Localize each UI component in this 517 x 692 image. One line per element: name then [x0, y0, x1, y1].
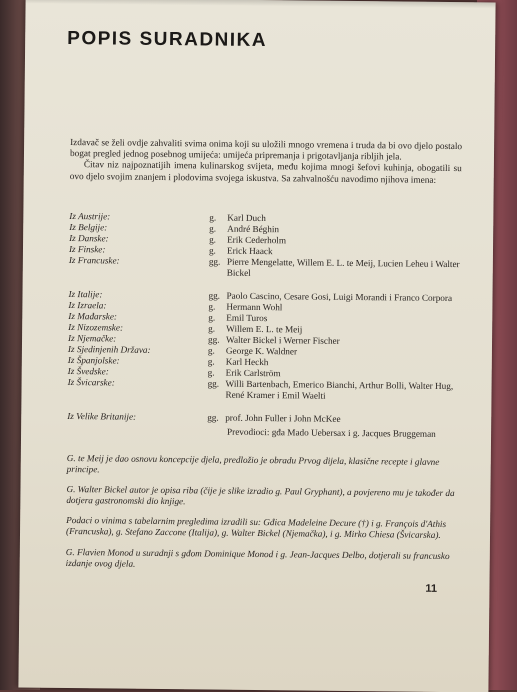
translators-credit: Prevodioci: gđa Mado Uebersax i g. Jacques Bruggeman	[227, 426, 436, 439]
country-label: Iz Velike Britanije:	[67, 410, 137, 422]
country-label: Iz Izraela:	[68, 299, 107, 311]
country-label: Iz Italije:	[68, 288, 103, 299]
intro-text	[70, 138, 462, 187]
contributor-row	[67, 377, 467, 403]
country-label: Iz Finske:	[68, 244, 106, 255]
name-prefix: g.	[208, 312, 216, 323]
name-prefix: gg.	[207, 411, 219, 423]
country-label: Iz Austrije:	[69, 211, 111, 222]
country-label: Iz Mađarske:	[68, 310, 118, 322]
note-paragraph: Podaci o vinima s tabelarnim pregledima izradili su: Gđica Madeleine Decure (†) i g. François d'Athis (Francuska), g. Stefano Zaccone (Italija), g. Walter Bickel (Njemačka), i g. Mirko Chiesa (Švicarska).	[65, 515, 447, 541]
country-label: Iz Španjolske:	[67, 355, 120, 366]
name-prefix: g.	[207, 367, 215, 378]
country-label: Iz Švedske:	[67, 366, 109, 377]
note-paragraph: G. Walter Bickel autor je opisa riba (čije je slike izradio g. Paul Gryphant), a povjereno mu je također da dotjera gastronomski dio knjige.	[66, 484, 455, 507]
contributor-names: Erik Carlström	[225, 367, 281, 379]
contributor-names: Erick Haack	[226, 245, 273, 257]
contributor-names: Karl Duch	[227, 212, 266, 224]
page-title: POPIS SURADNIKA	[67, 27, 268, 52]
name-prefix: gg.	[207, 378, 220, 389]
contributor-names: Karl Heckh	[225, 356, 269, 368]
name-prefix: gg.	[208, 290, 221, 301]
note-paragraph: G. te Meij je dao osnovu koncepcije djela, predložio je obradu Prvog dijela, klasične recepte i glavne principe.	[66, 453, 440, 475]
country-label: Iz Njemačke:	[68, 332, 117, 344]
contributor-names: Paolo Cascino, Cesare Gosi, Luigi Morandi i Franco Corpora	[226, 290, 453, 303]
intro-paragraph-1: Izdavač se želi ovdje zahvaliti svima onima koji su uložili mnogo vremena i truda da bi ovo djelo postalo bogat pregled jednog posebnog umijeća: umijeća pripremanja i prigotavljanja ribljih jela.	[69, 138, 463, 163]
contributor-names: Walter Bickel i Werner Fischer	[226, 334, 340, 346]
country-label: Iz Francuske:	[68, 255, 120, 266]
name-prefix: g.	[208, 301, 216, 312]
contributor-names: Erik Cederholm	[227, 234, 287, 246]
country-label: Iz Nizozemske:	[68, 321, 124, 333]
contributor-names: Willem E. L. te Meij	[226, 323, 303, 335]
name-prefix: g.	[208, 245, 216, 256]
name-prefix: gg.	[208, 256, 221, 267]
country-label: Iz Sjedinjenih Država:	[67, 344, 151, 355]
name-prefix: g.	[208, 323, 216, 334]
contributor-names: Willi Bartenbach, Emerico Bianchi, Arthur Bolli, Walter Hug, René Kramer i Emil Waelti	[225, 378, 454, 402]
country-label: Iz Belgije:	[69, 222, 108, 233]
book-page	[18, 0, 495, 692]
credit-notes	[66, 453, 459, 582]
country-label: Iz Švicarske:	[67, 377, 115, 388]
contributor-list	[67, 211, 469, 426]
name-prefix: g.	[209, 212, 217, 223]
contributor-row	[69, 255, 469, 281]
name-prefix: g.	[207, 345, 215, 356]
name-prefix: gg.	[208, 334, 220, 345]
contributor-names: Hermann Wohl	[226, 301, 283, 312]
name-prefix: g.	[207, 356, 215, 367]
intro-paragraph-2: Čitav niz najpoznatijih imena kulinarskog svijeta, među kojima mnogi šefovi kuhinja, obogatili su ovo djelo svojim znanjem i plodovima svojega iskustva. Sa zahvalnošću navodimo njihova imena:	[69, 160, 462, 186]
name-prefix: g.	[209, 234, 217, 245]
name-prefix: g.	[209, 223, 217, 234]
contributor-names: prof. John Fuller i John McKee	[225, 412, 341, 424]
page-top-shadow	[26, 0, 496, 8]
contributor-names: Emil Turos	[226, 312, 268, 323]
contributor-names: George K. Waldner	[225, 345, 298, 357]
country-label: Iz Danske:	[69, 233, 109, 244]
contributor-names: André Béghin	[227, 223, 280, 235]
page-number: 11	[425, 582, 438, 595]
note-paragraph: G. Flavien Monod u suradnji s gđom Dominique Monod i g. Jean-Jacques Delbo, dotjerali su francusko izdanje ovog djela.	[65, 546, 450, 569]
contributor-names: Pierre Mengelatte, Willem E. L. te Meij, Lucien Leheu i Walter Bickel	[226, 257, 460, 279]
